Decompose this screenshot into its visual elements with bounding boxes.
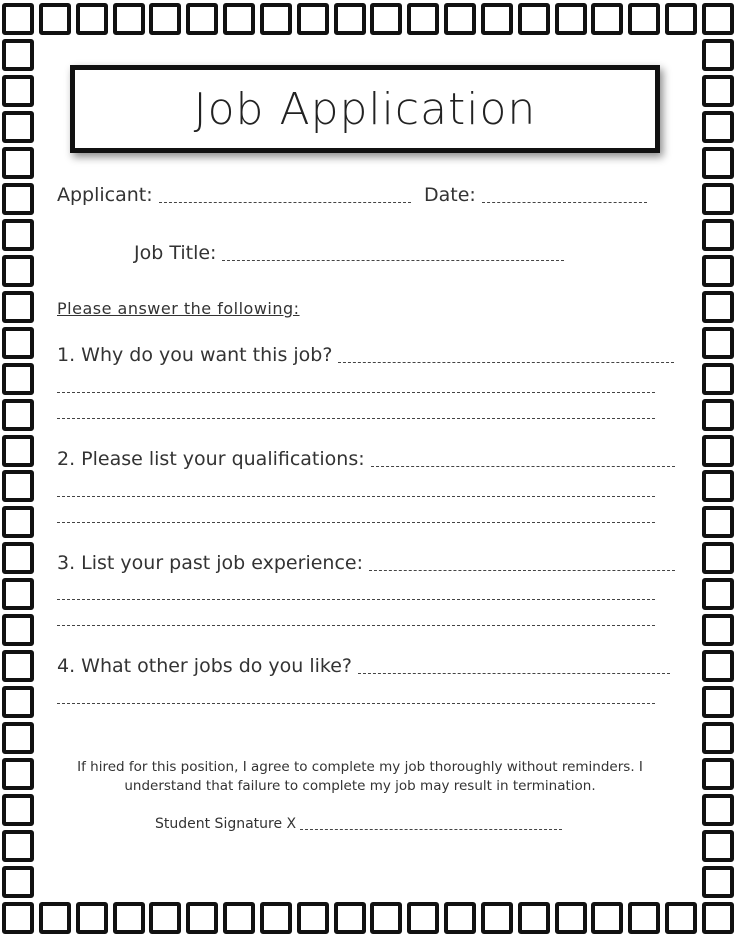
border-square [2,3,34,35]
border-square [2,722,34,754]
border-square [2,219,34,251]
answer-1-line[interactable] [57,418,655,419]
border-square [76,3,108,35]
border-square [702,399,734,431]
answer-4-line[interactable] [57,703,655,704]
question-4 [57,657,670,676]
answer-3-line[interactable] [57,625,655,626]
border-square [2,435,34,467]
border-square [555,3,587,35]
answer-2-line[interactable] [57,496,655,497]
border-square [2,866,34,898]
border-square [2,327,34,359]
question-1-label: 1. Why do you want this job? [57,344,333,366]
border-square [297,902,329,934]
border-square [2,363,34,395]
border-square [407,902,439,934]
applicant-label: Applicant: [57,184,153,206]
border-square [591,3,623,35]
border-square [481,3,513,35]
answer-1-field[interactable] [338,361,674,363]
border-square [113,3,145,35]
job-title-field[interactable] [222,259,564,261]
border-square [2,830,34,862]
page-title: Job Application [70,65,660,153]
border-square [702,506,734,538]
border-square [2,470,34,502]
border-square [2,183,34,215]
date-field[interactable] [482,201,647,203]
question-2-label: 2. Please list your qualifications: [57,448,365,470]
instructions-heading: Please answer the following: [57,299,300,318]
applicant-row [57,186,411,205]
signature-row [155,816,562,832]
border-square [628,3,660,35]
border-square [223,3,255,35]
answer-3-line[interactable] [57,599,655,600]
border-square [591,902,623,934]
border-square [702,578,734,610]
border-square [702,686,734,718]
border-square [702,75,734,107]
border-square [334,902,366,934]
border-square [518,902,550,934]
border-square [297,3,329,35]
answer-4-field[interactable] [358,672,670,674]
border-square [702,470,734,502]
border-square [39,902,71,934]
question-2 [57,450,675,469]
border-square [2,399,34,431]
border-square [407,3,439,35]
date-label: Date: [424,184,476,206]
border-square [702,3,734,35]
border-square [2,506,34,538]
answer-2-field[interactable] [371,465,675,467]
border-square [702,291,734,323]
border-square [260,3,292,35]
border-square [702,794,734,826]
question-3 [57,554,675,573]
border-square [702,830,734,862]
border-square [2,614,34,646]
border-square [702,111,734,143]
border-square [702,650,734,682]
border-square [370,3,402,35]
border-square [370,902,402,934]
border-square [2,794,34,826]
border-square [223,902,255,934]
border-square [149,3,181,35]
border-square [702,722,734,754]
border-square [702,219,734,251]
answer-2-line[interactable] [57,522,655,523]
border-square [334,3,366,35]
border-square [555,902,587,934]
border-square [702,614,734,646]
border-square [702,39,734,71]
question-3-label: 3. List your past job experience: [57,552,363,574]
answer-3-field[interactable] [369,569,675,571]
border-square [2,686,34,718]
border-square [2,578,34,610]
agreement-statement: If hired for this position, I agree to complete my job thoroughly without reminders. I understand that failure to complete my job may result in termination. [77,759,643,794]
border-square [2,39,34,71]
border-square [628,902,660,934]
border-square [702,147,734,179]
border-square [2,147,34,179]
border-square [665,3,697,35]
border-square [2,75,34,107]
border-square [702,902,734,934]
border-square [2,650,34,682]
border-square [260,902,292,934]
border-square [186,3,218,35]
border-square [702,255,734,287]
border-square [665,902,697,934]
question-1 [57,346,674,365]
border-square [702,758,734,790]
border-square [2,255,34,287]
border-square [444,3,476,35]
border-square [113,902,145,934]
date-row [424,186,647,205]
question-4-label: 4. What other jobs do you like? [57,655,353,677]
border-square [702,542,734,574]
border-square [76,902,108,934]
border-square [702,183,734,215]
border-square [2,542,34,574]
border-square [481,902,513,934]
job-title-label: Job Title: [134,242,217,264]
border-square [186,902,218,934]
border-square [702,435,734,467]
border-square [2,758,34,790]
border-square [702,866,734,898]
border-square [702,327,734,359]
border-square [149,902,181,934]
signature-field[interactable] [300,829,562,830]
border-square [2,291,34,323]
border-square [444,902,476,934]
border-square [2,111,34,143]
job-title-row [134,244,564,263]
answer-1-line[interactable] [57,392,655,393]
border-square [702,363,734,395]
border-square [2,902,34,934]
border-square [518,3,550,35]
border-square [39,3,71,35]
applicant-field[interactable] [159,201,411,203]
signature-label: Student Signature X [155,816,297,832]
